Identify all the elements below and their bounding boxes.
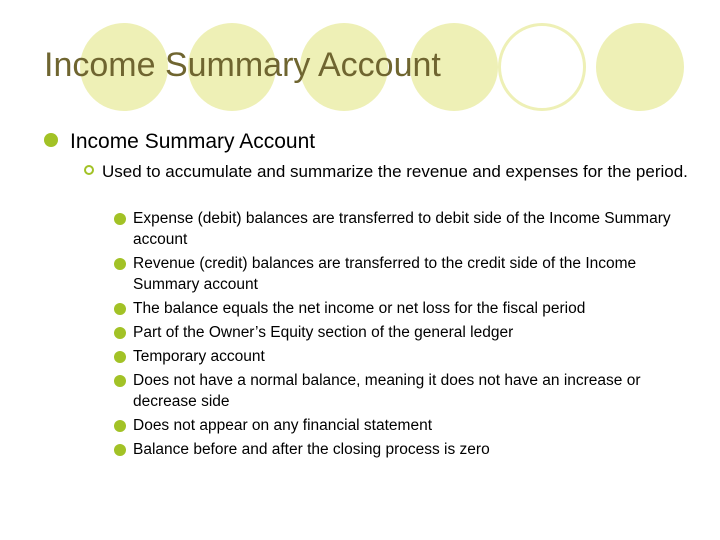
level2-text: Used to accumulate and summarize the revenue and expenses for the period.	[102, 162, 688, 181]
list-item: Does not appear on any financial statement	[114, 415, 704, 436]
filled-circle-bullet-icon	[114, 327, 126, 339]
filled-circle-bullet-icon	[114, 444, 126, 456]
decorative-circle	[596, 23, 684, 111]
list-item: The balance equals the net income or net loss for the fiscal period	[114, 298, 704, 319]
list-item: Part of the Owner’s Equity section of the general ledger	[114, 322, 704, 343]
level3-list	[114, 208, 704, 463]
filled-circle-bullet-icon	[114, 213, 126, 225]
level1-bullet	[44, 130, 315, 154]
filled-circle-bullet-icon	[114, 351, 126, 363]
list-item: Does not have a normal balance, meaning it does not have an increase or decrease side	[114, 370, 704, 412]
level1-text: Income Summary Account	[70, 130, 316, 153]
filled-circle-bullet-icon	[114, 303, 126, 315]
hollow-circle-bullet-icon	[84, 165, 94, 175]
slide-title: Income Summary Account	[44, 46, 441, 84]
filled-circle-bullet-icon	[44, 133, 58, 147]
list-item: Expense (debit) balances are transferred to debit side of the Income Summary account	[114, 208, 704, 250]
level2-bullet	[84, 161, 704, 182]
list-item: Temporary account	[114, 346, 704, 367]
decorative-circle-outline	[498, 23, 586, 111]
list-item: Balance before and after the closing process is zero	[114, 439, 704, 460]
list-item: Revenue (credit) balances are transferred to the credit side of the Income Summary account	[114, 253, 704, 295]
filled-circle-bullet-icon	[114, 258, 126, 270]
filled-circle-bullet-icon	[114, 420, 126, 432]
filled-circle-bullet-icon	[114, 375, 126, 387]
